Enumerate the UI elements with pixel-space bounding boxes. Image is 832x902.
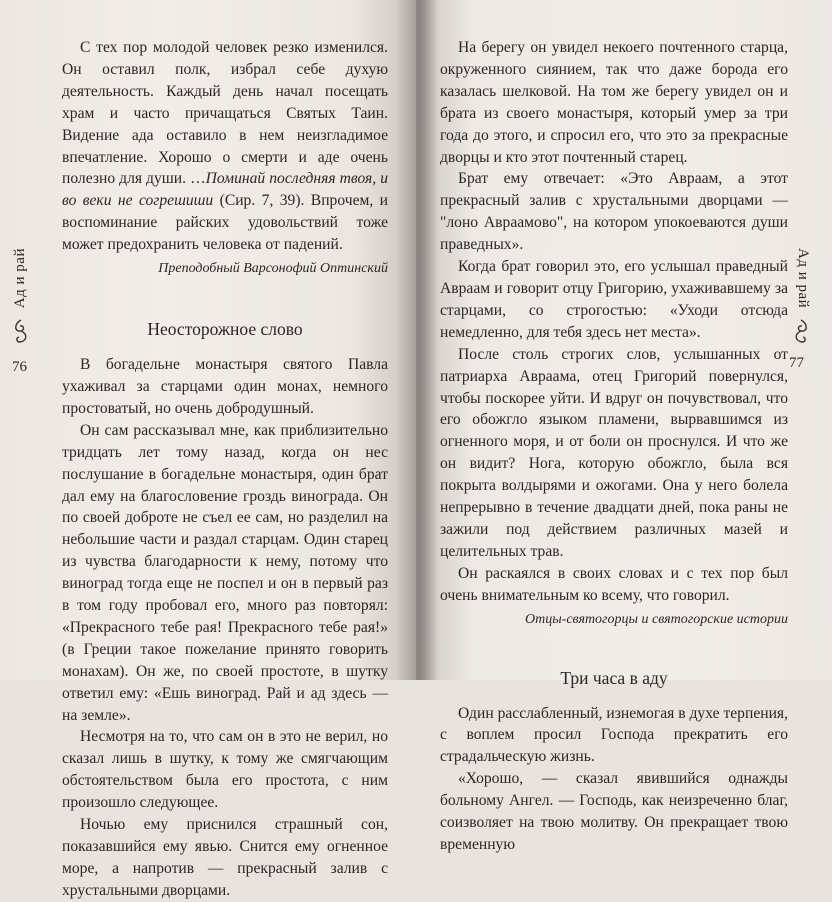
paragraph: Он сам рассказывал мне, как приблизительно тридцать лет тому назад, когда он нес послушание в богадельне монастыря, один брат дал ему на благословение гроздь винограда. Он по своей доброте не съел ее сам, но разделил на небольшие части и раздал старцам. Один старец из чувства благодарности к нему, потому что виноград тогда еще не поспел и он в первый раз в том году пробовал его, много раз повторял: «Прекрасного тебе рая! Прекрасного тебе рая!» (в Греции такое пожелание принято говорить монахам). Он же, по своей простоте, в шутку ответил ему: «Ешь виноград. Рай и ад здесь — на земле». bbox=[62, 421, 388, 724]
paragraph: Брат ему отвечает: «Это Авраам, а этот прекрасный залив с хрустальными дворцами — "лоно Авраамово", на котором упокоеваются души праведных». bbox=[440, 170, 788, 254]
left-page bbox=[0, 0, 416, 899]
right-text-column bbox=[440, 37, 788, 856]
attribution: Отцы-святогорцы и святогорские истории bbox=[524, 611, 788, 627]
left-text-column bbox=[62, 37, 388, 902]
swirl-ornament-icon bbox=[790, 318, 812, 344]
paragraph: Он раскаялся в своих словах и с тех пор был очень внимательным ко всему, что говорил. bbox=[440, 564, 788, 604]
section-heading: Неосторожное слово bbox=[147, 319, 303, 340]
running-head: Ад и рай bbox=[12, 248, 28, 309]
paragraph: Один расслабленный, изнемогая в духе терпения, с воплем просил Господа прекратить его страдальческую жизнь. bbox=[440, 704, 789, 766]
paragraph: После столь строгих слов, услышанных от патриарха Авраама, отец Григорий повернулся, чтобы поскорее уйти. И вдруг он почувствовал, что его обожгло языком пламени, вырвавшимся из огненного моря, и от боли он проснулся. И что же он видит? Нога, которую обожгло, была вся покрыта волдырями и ожогами. Она у него болела непрерывно в течение двадцати дней, пока раны не зажили под действием различных мазей и целительных трав. bbox=[440, 345, 788, 560]
attribution: Преподобный Варсонофий Оптинский bbox=[158, 261, 388, 277]
paragraph: «Хорошо, — сказал явившийся однажды больному Ангел. — Господь, как неизреченно благ, соизволяет на твою молитву. Он прекращает твою временную bbox=[440, 770, 788, 853]
paragraph: Несмотря на то, что сам он в это не верил, но сказал лишь в шутку, к тому же смягчающим обстоятельством была его простота, с ним произошло следующее. bbox=[62, 728, 388, 812]
intro-paragraph: С тех пор молодой человек резко изменился. Он оставил полк, избрал себе духую деятельность. Каждый день начал посещать храм и часто причащаться Святых Таин. Видение ада оставило в нем неизгладимое впечатление. Хорошо о смерти и аде очень полезно для души. …Поминай последняя твоя, и во веки не согрешиши (Сир. 7, 39). Впрочем, и воспоминание райских удовольствий тоже может предохранить человека от падений. bbox=[62, 39, 388, 254]
swirl-ornament-icon bbox=[10, 318, 32, 344]
paragraph: На берегу он увидел некоего почтенного старца, окруженного сиянием, так что даже борода его казалась шелковой. На том же берегу увидел он и брата из своего монастыря, который умер за три года до этого, и спросил его, что это за прекрасные дворцы и кто этот почтенный старец. bbox=[440, 39, 788, 166]
paragraph: Ночью ему приснился страшный сон, показавшийся ему явью. Снится ему огненное море, а напротив — прекрасный залив с хрустальными дворцами. bbox=[62, 816, 388, 899]
paragraph: Когда брат говорил это, его услышал праведный Авраам и говорит отцу Григорию, ухаживавшему за старцами, со строгостью: «Уходи отсюда немедленно, для тебя здесь нет места». bbox=[440, 258, 788, 341]
right-page bbox=[416, 0, 832, 853]
paragraph: В богадельне монастыря святого Павла ухаживал за старцами один монах, немного простоватый, но очень добродушный. bbox=[62, 356, 388, 417]
section-heading: Три часа в аду bbox=[560, 667, 668, 688]
page-number: 77 bbox=[789, 355, 804, 371]
page-number: 76 bbox=[12, 359, 27, 375]
running-head: Ад и рай bbox=[795, 248, 811, 309]
